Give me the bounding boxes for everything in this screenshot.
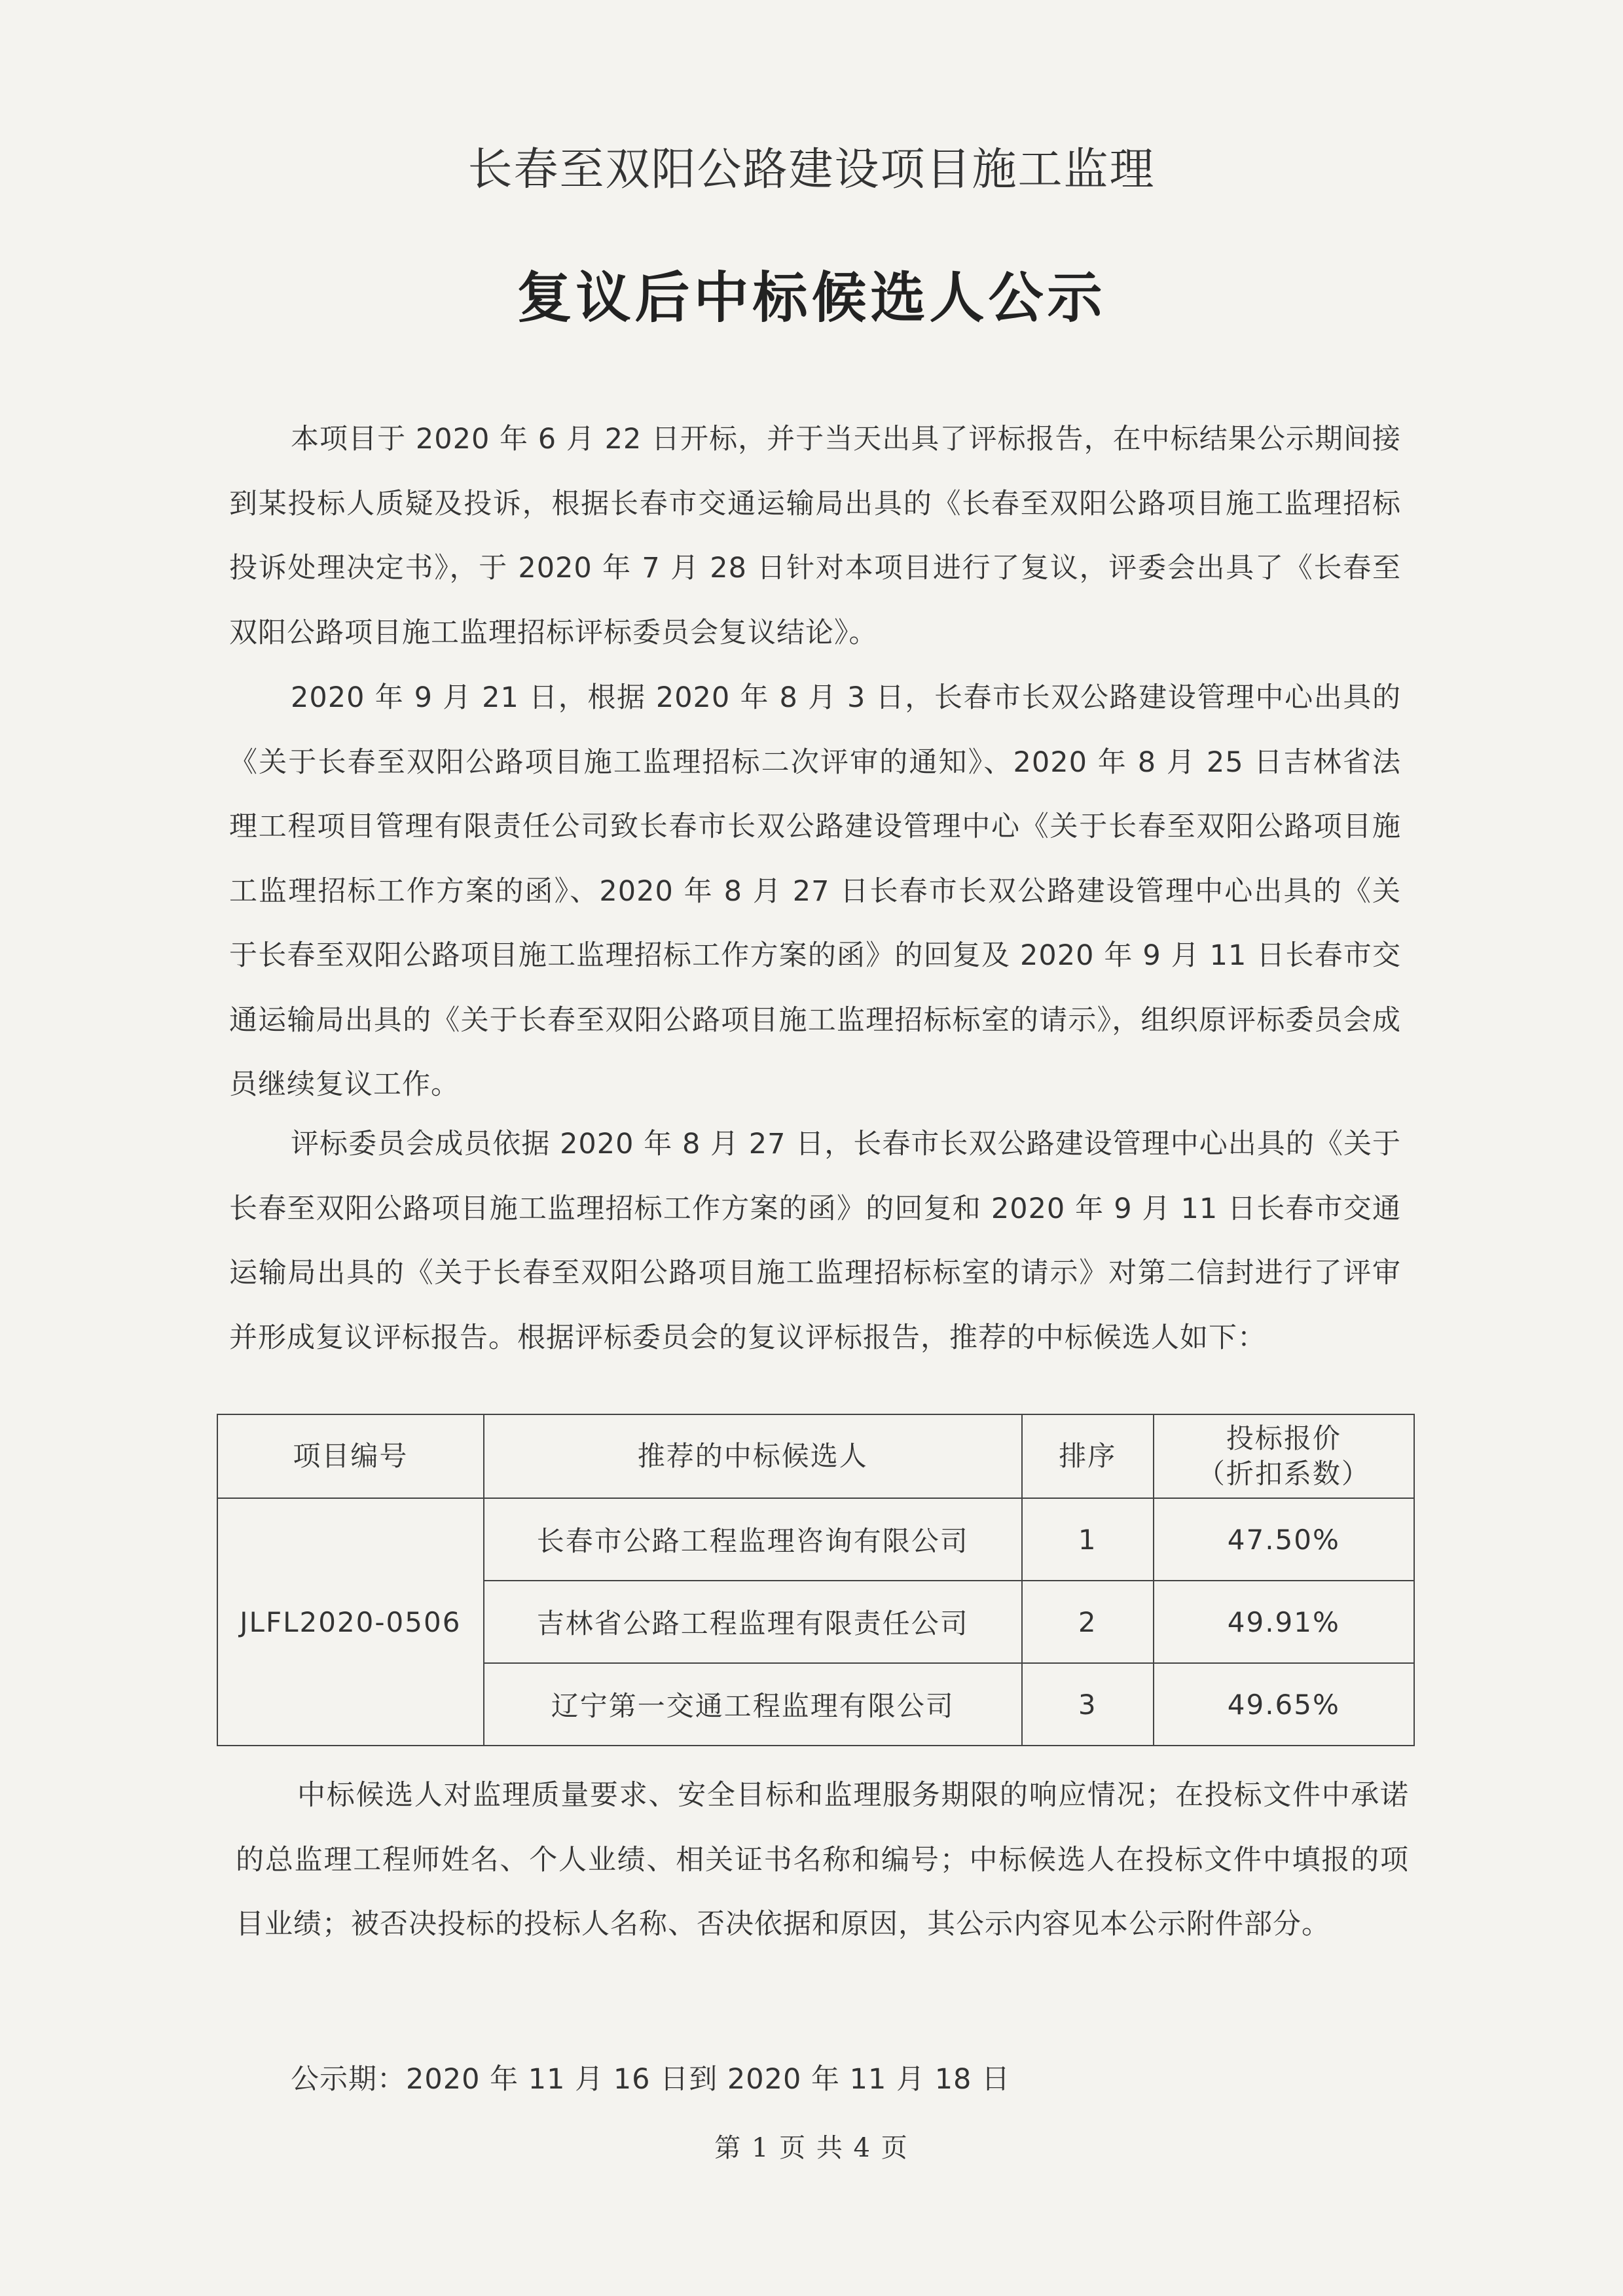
paragraph-review-result: 评标委员会成员依据 2020 年 8 月 27 日，长春市长双公路建设管理中心出具的《关于长春至双阳公路项目施工监理招标工作方案的函》的回复和 2020 年 9 月 11 日长春市交通运输局出具的《关于长春至双阳公路项目施工监理招标标室的请示》对第二信封进行了评审并形成复议评标报告。根据评标委员会的复议评标报告，推荐的中标候选人如下： [229, 1128, 1402, 1354]
header-price-line2: （折扣系数） [1197, 1458, 1370, 1490]
cell-rank: 1 [1022, 1498, 1154, 1581]
table-header-row [217, 1414, 1414, 1498]
candidates-table [217, 1414, 1415, 1746]
cell-candidate-name: 辽宁第一交通工程监理有限公司 [484, 1663, 1022, 1746]
document-title-line2: 复议后中标候选人公示 [517, 266, 1106, 330]
cell-price: 49.91% [1154, 1581, 1414, 1663]
document-title-line1: 长春至双阳公路建设项目施工监理 [467, 144, 1156, 196]
paragraph-review-basis: 2020 年 9 月 21 日，根据 2020 年 8 月 3 日，长春市长双公路建设管理中心出具的《关于长春至双阳公路项目施工监理招标二次评审的通知》、2020 年 8 月 25 日吉林省法理工程项目管理有限责任公司致长春市长双公路建设管理中心《关于长春至双阳公路项目施工监理招标工作方案的函》、2020 年 8 月 27 日长春市长双公路建设管理中心出具的《关于长春至双阳公路项目施工监理招标工作方案的函》的回复及 2020 年 9 月 11 日长春市交通运输局出具的《关于长春至双阳公路项目施工监理招标标室的请示》，组织原评标委员会成员继续复议工作。 [229, 681, 1401, 1101]
cell-candidate-name: 吉林省公路工程监理有限责任公司 [484, 1581, 1022, 1663]
cell-candidate-name: 长春市公路工程监理咨询有限公司 [484, 1498, 1022, 1581]
header-rank: 排序 [1022, 1414, 1154, 1498]
header-price-line1: 投标报价 [1226, 1422, 1341, 1454]
page-number-footer: 第 1 页 共 4 页 [714, 2133, 909, 2163]
header-project-code: 项目编号 [217, 1414, 484, 1498]
table-row [217, 1498, 1414, 1581]
cell-price: 47.50% [1154, 1498, 1414, 1581]
paragraph-publicity-period: 公示期：2020 年 11 月 16 日到 2020 年 11 月 18 日 [291, 2063, 1011, 2096]
cell-price: 49.65% [1154, 1663, 1414, 1746]
header-price [1154, 1414, 1414, 1498]
paragraph-attachment-note: 中标候选人对监理质量要求、安全目标和监理服务期限的响应情况；在投标文件中承诺的总监理工程师姓名、个人业绩、相关证书名称和编号；中标候选人在投标文件中填报的项目业绩；被否决投标的投标人名称、否决依据和原因，其公示内容见本公示附件部分。 [236, 1779, 1409, 1941]
paragraph-background: 本项目于 2020 年 6 月 22 日开标，并于当天出具了评标报告，在中标结果公示期间接到某投标人质疑及投诉，根据长春市交通运输局出具的《长春至双阳公路项目施工监理招标投诉处理决定书》，于 2020 年 7 月 28 日针对本项目进行了复议，评委会出具了《长春至双阳公路项目施工监理招标评标委员会复议结论》。 [229, 423, 1401, 649]
cell-rank: 2 [1022, 1581, 1154, 1663]
cell-project-code: JLFL2020-0506 [217, 1498, 484, 1746]
header-candidate: 推荐的中标候选人 [484, 1414, 1022, 1498]
cell-rank: 3 [1022, 1663, 1154, 1746]
